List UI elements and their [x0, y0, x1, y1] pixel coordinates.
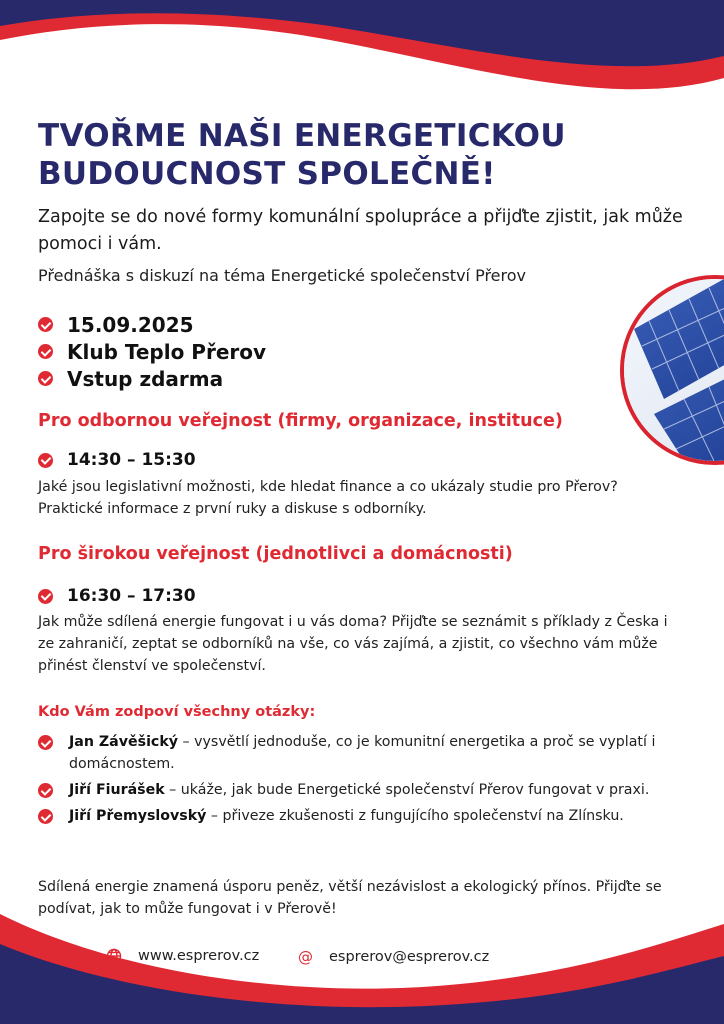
section-public-text: Jak může sdílená energie fungovat i u vás doma? Přijďte se seznámit s příklady z Česka i ze zahraničí, zeptat se odborníků na vše, co vás zajímá, a zjistit, co všechno vám může přinést členství ve společenství.	[38, 614, 668, 674]
check-circle-icon	[38, 809, 53, 824]
fact-date	[38, 311, 266, 338]
solar-panel-photo	[620, 275, 724, 465]
fact-venue	[38, 338, 266, 365]
fact-admission-text: Vstup zdarma	[67, 366, 224, 391]
speaker-description: – vysvětlí jednoduše, co je komunitní energetika a proč se vyplatí i domácnostem.	[69, 734, 656, 772]
speaker-description: – přiveze zkušenosti z fungujícího společenství na Zlínsku.	[206, 808, 624, 824]
section-professionals-time	[38, 450, 196, 470]
speaker-item	[38, 805, 678, 827]
event-facts-list	[38, 311, 266, 392]
top-wave-decoration	[0, 0, 724, 110]
speaker-name: Jan Závěšický	[69, 734, 179, 750]
title-line-1: TVOŘME NAŠI ENERGETICKOU	[38, 118, 566, 154]
bottom-wave-decoration	[0, 904, 724, 1024]
fact-date-text: 15.09.2025	[67, 312, 194, 337]
fact-venue-text: Klub Teplo Přerov	[67, 339, 267, 364]
speakers-list	[38, 731, 678, 831]
speaker-name: Jiří Přemyslovský	[69, 808, 207, 824]
speaker-description: – ukáže, jak bude Energetické společenství Přerov fungovat v praxi.	[164, 782, 650, 798]
check-circle-icon	[38, 453, 53, 468]
fact-admission	[38, 365, 266, 392]
section-public-heading: Pro širokou veřejnost (jednotlivci a domácnosti)	[38, 544, 513, 564]
check-circle-icon	[38, 344, 53, 359]
website-link[interactable]: www.esprerov.cz	[138, 948, 260, 964]
page-title	[38, 117, 678, 193]
event-subheading: Přednáška s diskuzí na téma Energetické společenství Přerov	[38, 266, 526, 285]
time-text: 16:30 – 17:30	[67, 586, 196, 606]
closing-text: Sdílená energie znamená úsporu peněz, větší nezávislost a ekologický přínos. Přijďte se podívat, jak to může fungovat i v Přerově!	[38, 879, 662, 917]
check-circle-icon	[38, 735, 53, 750]
section-professionals-text: Jaké jsou legislativní možnosti, kde hledat finance a co ukázaly studie pro Přerov? Praktické informace z první ruky a diskuse s odborníky.	[38, 479, 618, 517]
email-link[interactable]: esprerov@esprerov.cz	[329, 949, 490, 965]
speaker-item	[38, 779, 678, 801]
check-circle-icon	[38, 317, 53, 332]
check-circle-icon	[38, 783, 53, 798]
at-icon: @	[298, 948, 313, 966]
title-line-2: BUDOUCNOST SPOLEČNĚ!	[38, 156, 496, 192]
section-professionals-heading: Pro odbornou veřejnost (firmy, organizace, instituce)	[38, 411, 563, 431]
speaker-name: Jiří Fiurášek	[69, 782, 165, 798]
speaker-item	[38, 731, 678, 775]
check-circle-icon	[38, 371, 53, 386]
check-circle-icon	[38, 589, 53, 604]
section-public-time	[38, 586, 196, 606]
time-text: 14:30 – 15:30	[67, 450, 196, 470]
lead-text: Zapojte se do nové formy komunální spolupráce a přijďte zjistit, jak může pomoci i vám.	[38, 207, 683, 254]
speakers-heading: Kdo Vám zodpoví všechny otázky:	[38, 704, 316, 720]
